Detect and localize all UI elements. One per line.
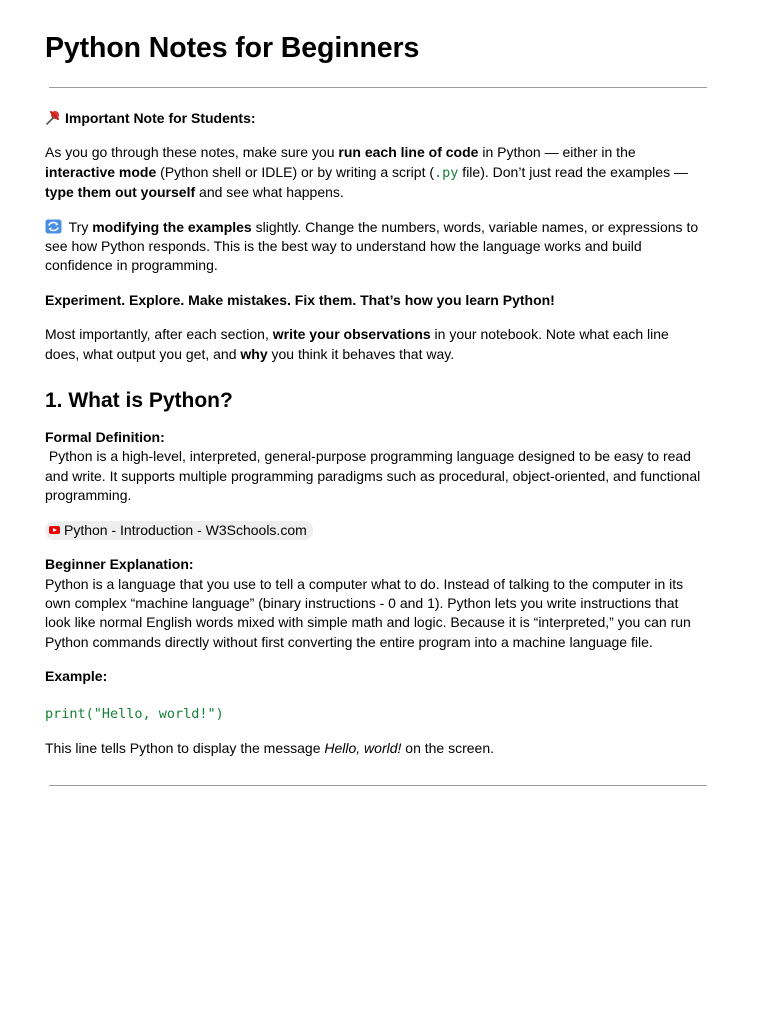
code-example: print("Hello, world!") xyxy=(45,705,224,722)
note-title xyxy=(45,109,705,128)
note-paragraph-3: Experiment. Explore. Make mistakes. Fix them. That’s how you learn Python! xyxy=(45,291,555,308)
text-run: This line tells Python to display the message xyxy=(45,739,325,756)
beginner-explanation-label: Beginner Explanation: xyxy=(45,556,194,573)
text-run: As you go through these notes, make sure you xyxy=(45,144,339,161)
text-run: (Python shell or IDLE) or by writing a script ( xyxy=(156,163,435,180)
formal-definition xyxy=(45,428,705,506)
bold-run: why xyxy=(240,345,268,362)
bold-run: type them out yourself xyxy=(45,184,196,201)
horizontal-divider xyxy=(49,87,707,88)
text-run: in Python — either in the xyxy=(478,144,636,161)
bold-run: write your observations xyxy=(272,326,431,343)
text-run: on the screen. xyxy=(401,739,495,756)
text-run: slightly. Change the numbers, words, variable names, or expressions to see how Python responds. This is the best way to understand how the language works and build confidence in programming. xyxy=(45,218,699,274)
bold-run: run each line of code xyxy=(338,144,479,161)
note-paragraph-1 xyxy=(45,143,705,202)
pushpin-icon xyxy=(45,110,62,125)
example-explanation xyxy=(45,739,705,758)
youtube-icon xyxy=(49,526,60,534)
text-run: you think it behaves that way. xyxy=(267,345,455,362)
note-paragraph-2 xyxy=(45,218,705,276)
note-paragraph-4 xyxy=(45,325,705,364)
horizontal-divider xyxy=(49,785,707,786)
text-run: in your notebook. Note what each line does, what output you get, and xyxy=(45,326,669,362)
beginner-explanation xyxy=(45,555,705,652)
note-title-text: Important Note for Students: xyxy=(65,110,256,126)
refresh-icon xyxy=(45,219,62,234)
formal-definition-text: Python is a high-level, interpreted, general-purpose programming language designed to be easy to read and write. It supports multiple programming paradigms such as procedural, object-oriented, and functional programming. xyxy=(45,448,705,504)
link-chip-label: Python - Introduction - W3Schools.com xyxy=(64,521,307,538)
section-heading: 1. What is Python? xyxy=(45,389,233,413)
text-run: file). Don’t just read the examples — xyxy=(458,163,688,180)
text-run: and see what happens. xyxy=(195,184,344,201)
document-title: Python Notes for Beginners xyxy=(45,32,420,64)
example-label: Example: xyxy=(45,668,108,685)
text-run: Try xyxy=(65,218,93,235)
link-chip-row xyxy=(45,521,705,540)
inline-code: .py xyxy=(434,164,459,181)
bold-run: modifying the examples xyxy=(92,218,252,235)
text-run: Most importantly, after each section, xyxy=(45,326,273,343)
bold-run: interactive mode xyxy=(45,163,157,180)
w3schools-link-chip[interactable] xyxy=(45,521,313,540)
beginner-explanation-text: Python is a language that you use to tell a computer what to do. Instead of talking to the computer in its own complex “machine language” (binary instructions - 0 and 1). Python lets you write instructions that look like normal English words mixed with simple math and logic. Because it is “interpreted,” you can run Python commands directly without first converting the entire program into a machine language file. xyxy=(45,575,691,650)
italic-run: Hello, world! xyxy=(324,739,402,756)
formal-definition-label: Formal Definition: xyxy=(45,429,165,446)
